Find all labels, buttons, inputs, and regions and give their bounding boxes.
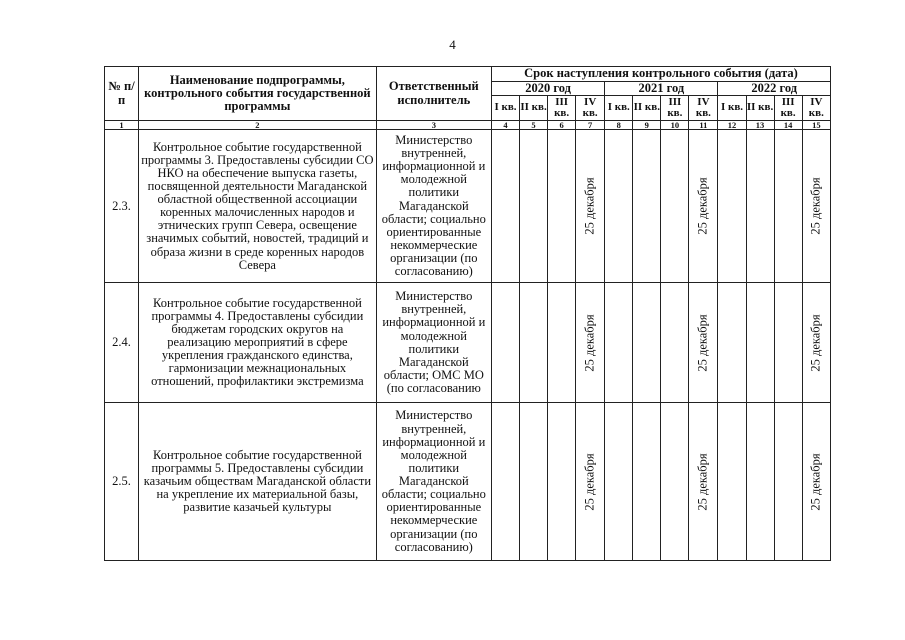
column-number: 2 xyxy=(139,121,377,130)
deadline-date: 25 декабря xyxy=(582,452,597,511)
responsible-executor: Министерство внутренней, информационной и молодежной политики Магаданской области; социально ориентированные некоммерческие организации (по согласованию) xyxy=(376,130,491,283)
header-quarter: II кв. xyxy=(633,96,661,121)
header-quarter: II кв. xyxy=(746,96,774,121)
quarter-cell xyxy=(491,403,519,561)
table-body xyxy=(105,130,831,561)
quarter-cell xyxy=(802,283,830,403)
quarter-cell xyxy=(548,283,576,403)
quarter-cell xyxy=(774,403,802,561)
column-number: 9 xyxy=(633,121,661,130)
quarter-cell xyxy=(605,403,633,561)
quarter-cell xyxy=(774,130,802,283)
event-name: Контрольное событие государственной программы 4. Предоставлены субсидии бюджетам городских округов на реализацию мероприятий в сфере укрепления гражданского единства, гармонизации межнациональных отношений, профилактики экстремизма xyxy=(139,283,377,403)
header-year-2021: 2021 год xyxy=(605,82,718,96)
quarter-cell xyxy=(661,403,689,561)
column-number: 8 xyxy=(605,121,633,130)
quarter-cell xyxy=(746,403,774,561)
deadline-date: 25 декабря xyxy=(808,313,823,372)
column-number: 3 xyxy=(376,121,491,130)
quarter-cell xyxy=(633,283,661,403)
quarter-cell xyxy=(548,130,576,283)
quarter-cell xyxy=(774,283,802,403)
event-name: Контрольное событие государственной программы 5. Предоставлены субсидии казачьим обществам Магаданской области на укрепление их материальной базы, развитие казачьей культуры xyxy=(139,403,377,561)
deadline-date: 25 декабря xyxy=(582,313,597,372)
header-quarter: IV кв. xyxy=(576,96,605,121)
table-row xyxy=(105,403,831,561)
deadline-date: 25 декабря xyxy=(582,177,597,235)
quarter-cell xyxy=(689,403,718,561)
header-quarter: I кв. xyxy=(491,96,519,121)
quarter-cell xyxy=(520,130,548,283)
column-number: 6 xyxy=(548,121,576,130)
quarter-cell xyxy=(576,283,605,403)
row-number: 2.4. xyxy=(105,283,139,403)
quarter-cell xyxy=(746,130,774,283)
quarter-cell xyxy=(576,403,605,561)
responsible-executor: Министерство внутренней, информационной и молодежной политики Магаданской области; социально ориентированные некоммерческие организации (по согласованию) xyxy=(376,403,491,561)
column-number-row xyxy=(105,121,831,130)
header-quarter: I кв. xyxy=(718,96,746,121)
row-number: 2.3. xyxy=(105,130,139,283)
quarter-cell xyxy=(718,403,746,561)
row-number: 2.5. xyxy=(105,403,139,561)
quarter-cell xyxy=(576,130,605,283)
header-year-2022: 2022 год xyxy=(718,82,831,96)
quarter-cell xyxy=(661,130,689,283)
column-number: 12 xyxy=(718,121,746,130)
header-name: Наименование подпрограммы, контрольного события государственной программы xyxy=(139,67,377,121)
deadline-date: 25 декабря xyxy=(695,452,710,511)
quarter-cell xyxy=(689,283,718,403)
header-quarter: II кв. xyxy=(520,96,548,121)
deadline-date: 25 декабря xyxy=(808,177,823,235)
control-events-table xyxy=(104,66,831,561)
header-quarter: IV кв. xyxy=(689,96,718,121)
header-quarter: III кв. xyxy=(548,96,576,121)
quarter-cell xyxy=(548,403,576,561)
column-number: 5 xyxy=(520,121,548,130)
quarter-cell xyxy=(802,130,830,283)
table-row xyxy=(105,283,831,403)
quarter-cell xyxy=(605,130,633,283)
responsible-executor: Министерство внутренней, информационной и молодежной политики Магаданской области; ОМС МО (по согласованию xyxy=(376,283,491,403)
deadline-date: 25 декабря xyxy=(695,177,710,235)
header-quarter: III кв. xyxy=(661,96,689,121)
quarter-cell xyxy=(718,283,746,403)
page-number: 4 xyxy=(449,37,456,52)
quarter-cell xyxy=(802,403,830,561)
header-year-2020: 2020 год xyxy=(491,82,604,96)
quarter-cell xyxy=(661,283,689,403)
quarter-cell xyxy=(605,283,633,403)
table-row xyxy=(105,130,831,283)
column-number: 7 xyxy=(576,121,605,130)
column-number: 11 xyxy=(689,121,718,130)
quarter-cell xyxy=(633,130,661,283)
quarter-cell xyxy=(520,403,548,561)
quarter-cell xyxy=(520,283,548,403)
quarter-cell xyxy=(746,283,774,403)
quarter-cell xyxy=(633,403,661,561)
column-number: 15 xyxy=(802,121,830,130)
quarter-cell xyxy=(689,130,718,283)
header-num: № п/п xyxy=(105,67,139,121)
quarter-cell xyxy=(491,130,519,283)
header-responsible: Ответственный исполнитель xyxy=(376,67,491,121)
quarter-cell xyxy=(491,283,519,403)
header-deadline: Срок наступления контрольного события (дата) xyxy=(491,67,830,82)
column-number: 14 xyxy=(774,121,802,130)
event-name: Контрольное событие государственной программы 3. Предоставлены субсидии СО НКО на обеспечение выпуска газеты, посвященной деятельности Магаданской областной общественной ассоциации коренных малочисленных народов и этнических групп Севера, освещение значимых событий, новостей, традиций и образа жизни в среде коренных народов Севера xyxy=(139,130,377,283)
deadline-date: 25 декабря xyxy=(695,313,710,372)
column-number: 10 xyxy=(661,121,689,130)
header-quarter: IV кв. xyxy=(802,96,830,121)
quarter-cell xyxy=(718,130,746,283)
header-quarter: I кв. xyxy=(605,96,633,121)
header-quarter: III кв. xyxy=(774,96,802,121)
column-number: 1 xyxy=(105,121,139,130)
deadline-date: 25 декабря xyxy=(808,452,823,511)
column-number: 4 xyxy=(491,121,519,130)
column-number: 13 xyxy=(746,121,774,130)
